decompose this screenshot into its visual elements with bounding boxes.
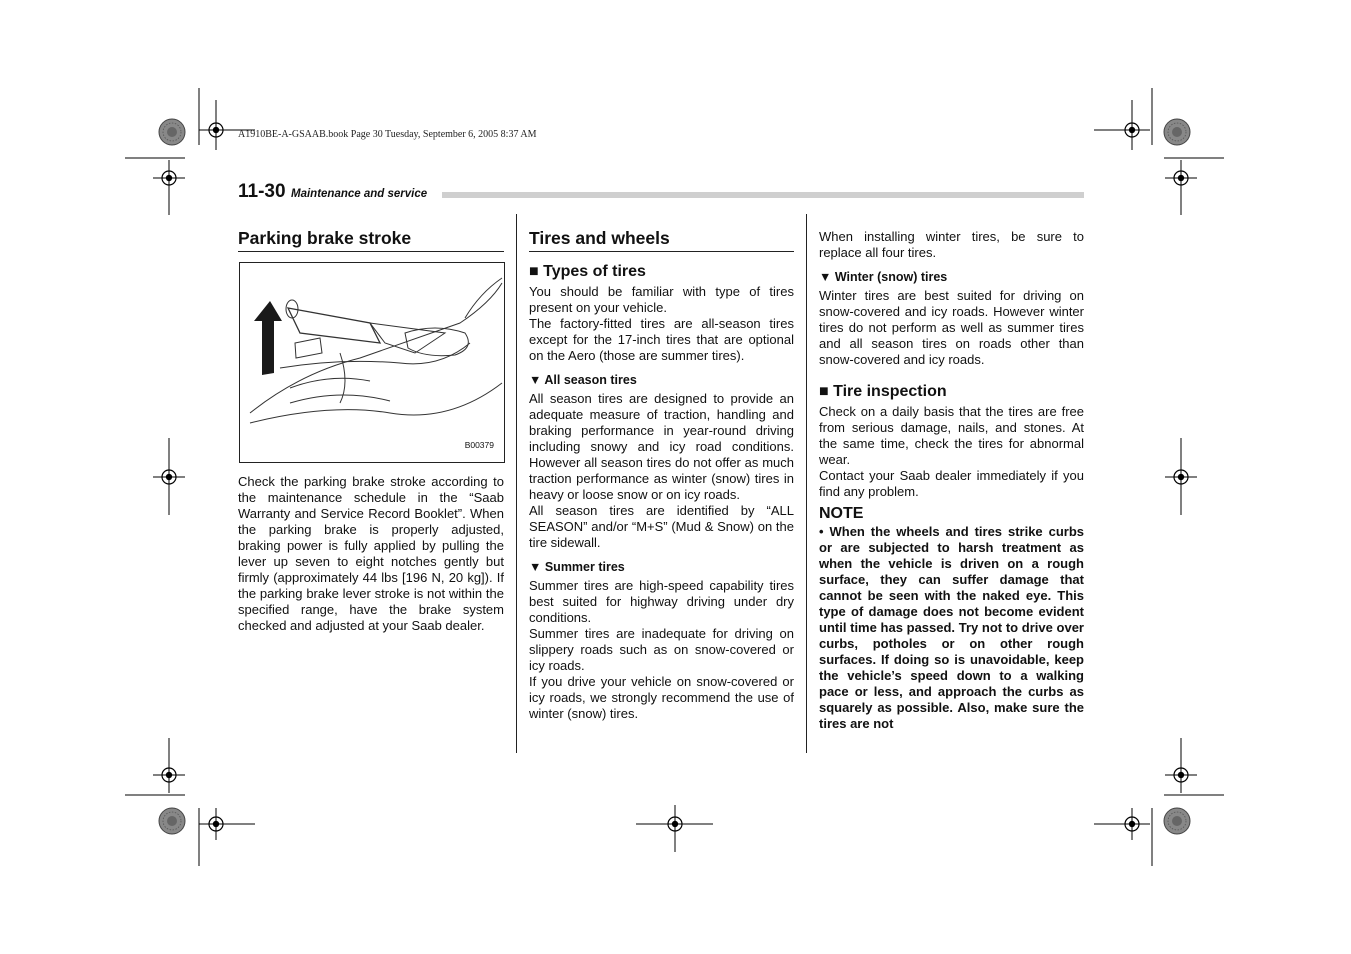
parking-brake-title: Parking brake stroke (238, 227, 504, 252)
summer-tires-heading: ▼ Summer tires (529, 560, 625, 574)
winter-intro: When installing winter tires, be sure to replace all four tires. (819, 229, 1084, 260)
parking-brake-figure (239, 262, 505, 463)
tires-wheels-title: Tires and wheels (529, 227, 794, 252)
inspection-paragraph-2: Contact your Saab dealer immediately if you find any problem. (819, 468, 1084, 499)
column-tires-wheels (529, 227, 794, 722)
winter-paragraph: Winter tires are best suited for driving on snow-covered and icy roads. However winter tires do not perform as well as summer tires and all season tires on roads other than snow-covered and icy roads. (819, 288, 1084, 367)
column-divider (806, 214, 807, 753)
column-divider (516, 214, 517, 753)
all-season-paragraph-2: All season tires are identified by “ALL SEASON” and/or “M+S” (Mud & Snow) on the tire sidewall. (529, 503, 794, 550)
summer-paragraph-2: Summer tires are inadequate for driving on slippery roads such as on snow-covered or icy roads. (529, 626, 794, 673)
print-slug: A1910BE-A-GSAAB.book Page 30 Tuesday, September 6, 2005 8:37 AM (238, 129, 537, 140)
column-winter-inspection (819, 229, 1084, 732)
tire-inspection-heading: ■ Tire inspection (819, 383, 947, 400)
summer-paragraph-1: Summer tires are high-speed capability tires best suited for highway driving under dry conditions. (529, 578, 794, 625)
section-title: Maintenance and service (291, 188, 428, 200)
header-rule (442, 192, 1084, 198)
parking-brake-illustration (240, 263, 504, 462)
types-paragraph-2: The factory-fitted tires are all-season tires except for the 17-inch tires that are optional on the Aero (those are summer tires). (529, 316, 794, 363)
figure-code: B00379 (464, 440, 494, 450)
note-title: NOTE (819, 505, 864, 522)
all-season-paragraph-1: All season tires are designed to provide an adequate measure of traction, handling and braking performance in year-round driving including snowy and icy road conditions. However all season tires do not offer as much traction performance as winter (snow) tires in heavy or loose snow or on icy roads. (529, 391, 794, 502)
inspection-paragraph-1: Check on a daily basis that the tires are free from serious damage, nails, and stones. At the same time, check the tires for abnormal wear. (819, 404, 1084, 467)
types-of-tires-heading: ■ Types of tires (529, 263, 646, 280)
all-season-heading: ▼ All season tires (529, 373, 637, 387)
page-number: 11-30 (238, 181, 286, 202)
summer-paragraph-3: If you drive your vehicle on snow-covered or icy roads, we strongly recommend the use of winter (snow) tires. (529, 674, 794, 721)
winter-tires-heading: ▼ Winter (snow) tires (819, 270, 948, 284)
column-parking-brake (238, 227, 504, 634)
note-body: • When the wheels and tires strike curbs or are subjected to harsh treatment as when the vehicle is driven on a rough surface, they can suffer damage that cannot be seen with the naked eye. This type of damage does not become evident until time has passed. Try not to drive over curbs, potholes or on other rough surfaces. If doing so is unavoidable, keep the vehicle’s speed down to a walking pace or less, and approach the curbs as squarely as possible. Also, make sure the tires are not (819, 524, 1084, 731)
parking-brake-body: Check the parking brake stroke according to the maintenance schedule in the “Saab Warranty and Service Record Booklet”. When the parking brake is properly adjusted, braking power is fully applied by pulling the lever up seven to eight notches gently but firmly (approximately 44 lbs [196 N, 20 kg]). If the parking brake lever stroke is not within the specified range, have the brake system checked and adjusted at your Saab dealer. (238, 474, 504, 633)
types-paragraph-1: You should be familiar with type of tires present on your vehicle. (529, 284, 794, 315)
